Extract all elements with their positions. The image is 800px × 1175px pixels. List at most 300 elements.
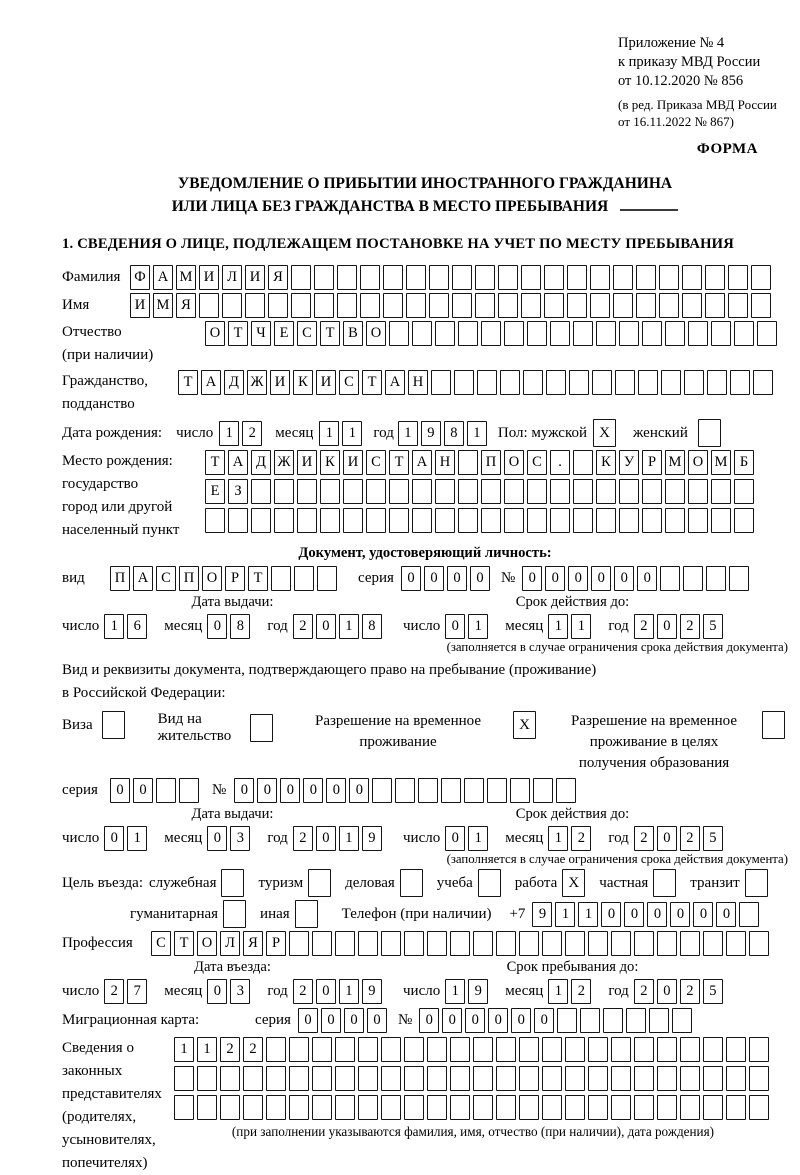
- char-cell[interactable]: [404, 1095, 424, 1120]
- char-cell[interactable]: 0: [657, 979, 677, 1004]
- char-cell[interactable]: [544, 265, 564, 290]
- char-cell[interactable]: А: [385, 370, 405, 395]
- char-cell[interactable]: [381, 931, 401, 956]
- char-cell[interactable]: 1: [127, 826, 147, 851]
- char-cell[interactable]: [634, 1095, 654, 1120]
- char-cell[interactable]: 0: [511, 1008, 531, 1033]
- char-cell[interactable]: [335, 931, 355, 956]
- char-cell[interactable]: И: [316, 370, 336, 395]
- char-cell[interactable]: [450, 1037, 470, 1062]
- char-cell[interactable]: [450, 1066, 470, 1091]
- char-cell[interactable]: [682, 293, 702, 318]
- char-cell[interactable]: [688, 479, 708, 504]
- char-cell[interactable]: [358, 1095, 378, 1120]
- char-cell[interactable]: [590, 293, 610, 318]
- char-cell[interactable]: А: [228, 450, 248, 475]
- char-cell[interactable]: [251, 508, 271, 533]
- char-cell[interactable]: Ж: [274, 450, 294, 475]
- char-cell[interactable]: [458, 479, 478, 504]
- char-cell[interactable]: [753, 370, 773, 395]
- char-cell[interactable]: [360, 265, 380, 290]
- char-cell[interactable]: 0: [349, 778, 369, 803]
- char-cell[interactable]: С: [297, 321, 317, 346]
- char-cell[interactable]: 2: [243, 1037, 263, 1062]
- char-cell[interactable]: [220, 1095, 240, 1120]
- char-cell[interactable]: Т: [320, 321, 340, 346]
- char-cell[interactable]: 0: [110, 778, 130, 803]
- char-cell[interactable]: .: [550, 450, 570, 475]
- char-cell[interactable]: [688, 508, 708, 533]
- char-cell[interactable]: [496, 1037, 516, 1062]
- char-cell[interactable]: [751, 265, 771, 290]
- char-cell[interactable]: [603, 1008, 623, 1033]
- char-cell[interactable]: [634, 1037, 654, 1062]
- char-cell[interactable]: 1: [467, 421, 487, 446]
- char-cell[interactable]: [588, 1095, 608, 1120]
- char-cell[interactable]: 0: [657, 614, 677, 639]
- char-cell[interactable]: 2: [634, 614, 654, 639]
- char-cell[interactable]: [523, 370, 543, 395]
- char-cell[interactable]: [703, 1066, 723, 1091]
- char-cell[interactable]: [565, 1095, 585, 1120]
- char-cell[interactable]: И: [130, 293, 150, 318]
- char-cell[interactable]: О: [688, 450, 708, 475]
- char-cell[interactable]: 1: [219, 421, 239, 446]
- char-cell[interactable]: [698, 419, 721, 447]
- char-cell[interactable]: [312, 1066, 332, 1091]
- char-cell[interactable]: [475, 293, 495, 318]
- char-cell[interactable]: 2: [680, 979, 700, 1004]
- char-cell[interactable]: [533, 778, 553, 803]
- char-cell[interactable]: [477, 370, 497, 395]
- char-cell[interactable]: [546, 370, 566, 395]
- char-cell[interactable]: [427, 931, 447, 956]
- char-cell[interactable]: [638, 370, 658, 395]
- char-cell[interactable]: 0: [591, 566, 611, 591]
- char-cell[interactable]: [205, 508, 225, 533]
- char-cell[interactable]: [665, 321, 685, 346]
- char-cell[interactable]: [366, 508, 386, 533]
- char-cell[interactable]: 0: [657, 826, 677, 851]
- char-cell[interactable]: [498, 293, 518, 318]
- char-cell[interactable]: [573, 450, 593, 475]
- char-cell[interactable]: Н: [435, 450, 455, 475]
- char-cell[interactable]: [295, 900, 318, 928]
- char-cell[interactable]: [496, 1066, 516, 1091]
- char-cell[interactable]: Д: [224, 370, 244, 395]
- char-cell[interactable]: [642, 508, 662, 533]
- char-cell[interactable]: 0: [367, 1008, 387, 1033]
- char-cell[interactable]: X: [513, 711, 536, 739]
- char-cell[interactable]: [496, 1095, 516, 1120]
- char-cell[interactable]: [550, 508, 570, 533]
- char-cell[interactable]: [320, 508, 340, 533]
- char-cell[interactable]: [458, 321, 478, 346]
- char-cell[interactable]: Т: [178, 370, 198, 395]
- char-cell[interactable]: [441, 778, 461, 803]
- char-cell[interactable]: И: [343, 450, 363, 475]
- char-cell[interactable]: [590, 265, 610, 290]
- char-cell[interactable]: [611, 1095, 631, 1120]
- char-cell[interactable]: [611, 1066, 631, 1091]
- char-cell[interactable]: [661, 370, 681, 395]
- char-cell[interactable]: [588, 1066, 608, 1091]
- char-cell[interactable]: [519, 1095, 539, 1120]
- char-cell[interactable]: [527, 508, 547, 533]
- char-cell[interactable]: [619, 479, 639, 504]
- char-cell[interactable]: [412, 479, 432, 504]
- char-cell[interactable]: [389, 479, 409, 504]
- char-cell[interactable]: [496, 931, 516, 956]
- char-cell[interactable]: [458, 508, 478, 533]
- char-cell[interactable]: Р: [266, 931, 286, 956]
- char-cell[interactable]: [653, 869, 676, 897]
- char-cell[interactable]: 0: [133, 778, 153, 803]
- char-cell[interactable]: 0: [488, 1008, 508, 1033]
- char-cell[interactable]: [550, 321, 570, 346]
- char-cell[interactable]: [404, 1066, 424, 1091]
- char-cell[interactable]: [358, 1066, 378, 1091]
- char-cell[interactable]: [473, 931, 493, 956]
- char-cell[interactable]: 2: [680, 614, 700, 639]
- char-cell[interactable]: [657, 931, 677, 956]
- char-cell[interactable]: Л: [222, 265, 242, 290]
- char-cell[interactable]: 2: [571, 979, 591, 1004]
- char-cell[interactable]: В: [343, 321, 363, 346]
- transit-checkbox[interactable]: [745, 869, 771, 897]
- char-cell[interactable]: И: [270, 370, 290, 395]
- char-cell[interactable]: 2: [293, 826, 313, 851]
- char-cell[interactable]: Ж: [247, 370, 267, 395]
- char-cell[interactable]: [705, 293, 725, 318]
- char-cell[interactable]: [335, 1037, 355, 1062]
- char-cell[interactable]: [289, 1066, 309, 1091]
- char-cell[interactable]: [596, 479, 616, 504]
- char-cell[interactable]: [729, 566, 749, 591]
- char-cell[interactable]: К: [293, 370, 313, 395]
- char-cell[interactable]: [519, 1066, 539, 1091]
- char-cell[interactable]: [343, 479, 363, 504]
- char-cell[interactable]: [450, 1095, 470, 1120]
- char-cell[interactable]: [680, 1095, 700, 1120]
- char-cell[interactable]: А: [133, 566, 153, 591]
- char-cell[interactable]: 0: [470, 566, 490, 591]
- char-cell[interactable]: 1: [339, 826, 359, 851]
- char-cell[interactable]: [542, 1037, 562, 1062]
- char-cell[interactable]: Я: [268, 265, 288, 290]
- char-cell[interactable]: О: [197, 931, 217, 956]
- char-cell[interactable]: Е: [205, 479, 225, 504]
- char-cell[interactable]: [228, 508, 248, 533]
- char-cell[interactable]: 0: [670, 902, 690, 927]
- char-cell[interactable]: [734, 479, 754, 504]
- char-cell[interactable]: [611, 931, 631, 956]
- char-cell[interactable]: [611, 1037, 631, 1062]
- char-cell[interactable]: Т: [205, 450, 225, 475]
- female-checkbox[interactable]: [698, 419, 724, 447]
- char-cell[interactable]: М: [153, 293, 173, 318]
- char-cell[interactable]: [615, 370, 635, 395]
- char-cell[interactable]: [372, 778, 392, 803]
- char-cell[interactable]: [314, 265, 334, 290]
- char-cell[interactable]: [728, 265, 748, 290]
- char-cell[interactable]: [478, 869, 501, 897]
- char-cell[interactable]: [634, 931, 654, 956]
- char-cell[interactable]: [592, 370, 612, 395]
- char-cell[interactable]: 0: [234, 778, 254, 803]
- char-cell[interactable]: [250, 714, 273, 742]
- char-cell[interactable]: [665, 479, 685, 504]
- char-cell[interactable]: [680, 931, 700, 956]
- char-cell[interactable]: [475, 265, 495, 290]
- char-cell[interactable]: 8: [230, 614, 250, 639]
- char-cell[interactable]: А: [153, 265, 173, 290]
- char-cell[interactable]: [504, 508, 524, 533]
- char-cell[interactable]: [657, 1095, 677, 1120]
- char-cell[interactable]: X: [562, 869, 585, 897]
- char-cell[interactable]: [745, 869, 768, 897]
- char-cell[interactable]: [197, 1095, 217, 1120]
- char-cell[interactable]: [683, 566, 703, 591]
- char-cell[interactable]: [317, 566, 337, 591]
- char-cell[interactable]: [500, 370, 520, 395]
- char-cell[interactable]: [734, 508, 754, 533]
- char-cell[interactable]: [429, 265, 449, 290]
- char-cell[interactable]: 0: [465, 1008, 485, 1033]
- char-cell[interactable]: 3: [230, 979, 250, 1004]
- char-cell[interactable]: [487, 778, 507, 803]
- char-cell[interactable]: А: [201, 370, 221, 395]
- char-cell[interactable]: [521, 293, 541, 318]
- char-cell[interactable]: [274, 508, 294, 533]
- char-cell[interactable]: 0: [693, 902, 713, 927]
- private-checkbox[interactable]: [653, 869, 679, 897]
- char-cell[interactable]: [289, 1037, 309, 1062]
- char-cell[interactable]: [427, 1037, 447, 1062]
- char-cell[interactable]: 0: [401, 566, 421, 591]
- char-cell[interactable]: 1: [197, 1037, 217, 1062]
- char-cell[interactable]: [567, 293, 587, 318]
- char-cell[interactable]: [435, 321, 455, 346]
- char-cell[interactable]: [634, 1066, 654, 1091]
- char-cell[interactable]: 0: [298, 1008, 318, 1033]
- char-cell[interactable]: 1: [319, 421, 339, 446]
- char-cell[interactable]: [580, 1008, 600, 1033]
- char-cell[interactable]: 0: [344, 1008, 364, 1033]
- char-cell[interactable]: [642, 479, 662, 504]
- char-cell[interactable]: 0: [601, 902, 621, 927]
- char-cell[interactable]: [266, 1066, 286, 1091]
- char-cell[interactable]: 1: [445, 979, 465, 1004]
- char-cell[interactable]: [297, 479, 317, 504]
- char-cell[interactable]: П: [179, 566, 199, 591]
- char-cell[interactable]: Д: [251, 450, 271, 475]
- char-cell[interactable]: 0: [104, 826, 124, 851]
- char-cell[interactable]: 0: [637, 566, 657, 591]
- char-cell[interactable]: 1: [174, 1037, 194, 1062]
- char-cell[interactable]: О: [202, 566, 222, 591]
- char-cell[interactable]: [504, 321, 524, 346]
- char-cell[interactable]: И: [245, 265, 265, 290]
- char-cell[interactable]: [660, 566, 680, 591]
- char-cell[interactable]: [427, 1066, 447, 1091]
- char-cell[interactable]: [556, 778, 576, 803]
- char-cell[interactable]: 5: [703, 979, 723, 1004]
- char-cell[interactable]: Т: [174, 931, 194, 956]
- char-cell[interactable]: [274, 479, 294, 504]
- char-cell[interactable]: 0: [445, 614, 465, 639]
- char-cell[interactable]: [730, 370, 750, 395]
- char-cell[interactable]: У: [619, 450, 639, 475]
- char-cell[interactable]: [550, 479, 570, 504]
- char-cell[interactable]: [464, 778, 484, 803]
- char-cell[interactable]: [458, 450, 478, 475]
- char-cell[interactable]: [289, 1095, 309, 1120]
- char-cell[interactable]: [251, 479, 271, 504]
- char-cell[interactable]: Я: [176, 293, 196, 318]
- char-cell[interactable]: [705, 265, 725, 290]
- char-cell[interactable]: Л: [220, 931, 240, 956]
- char-cell[interactable]: [383, 265, 403, 290]
- char-cell[interactable]: 0: [207, 826, 227, 851]
- char-cell[interactable]: С: [527, 450, 547, 475]
- char-cell[interactable]: [312, 931, 332, 956]
- char-cell[interactable]: [504, 479, 524, 504]
- char-cell[interactable]: [452, 265, 472, 290]
- char-cell[interactable]: [527, 479, 547, 504]
- char-cell[interactable]: [680, 1037, 700, 1062]
- char-cell[interactable]: [739, 902, 759, 927]
- char-cell[interactable]: Р: [225, 566, 245, 591]
- char-cell[interactable]: [220, 1066, 240, 1091]
- char-cell[interactable]: [381, 1095, 401, 1120]
- char-cell[interactable]: [498, 265, 518, 290]
- humanitarian-checkbox[interactable]: [223, 900, 249, 928]
- char-cell[interactable]: [649, 1008, 669, 1033]
- char-cell[interactable]: [308, 869, 331, 897]
- char-cell[interactable]: 8: [444, 421, 464, 446]
- char-cell[interactable]: [454, 370, 474, 395]
- temp-residence-checkbox[interactable]: [513, 711, 539, 739]
- char-cell[interactable]: [726, 1095, 746, 1120]
- char-cell[interactable]: 9: [362, 979, 382, 1004]
- char-cell[interactable]: X: [593, 419, 616, 447]
- char-cell[interactable]: [335, 1095, 355, 1120]
- char-cell[interactable]: 1: [548, 826, 568, 851]
- char-cell[interactable]: 0: [716, 902, 736, 927]
- char-cell[interactable]: [711, 479, 731, 504]
- char-cell[interactable]: [734, 321, 754, 346]
- char-cell[interactable]: [703, 1037, 723, 1062]
- char-cell[interactable]: 0: [316, 979, 336, 1004]
- char-cell[interactable]: 3: [230, 826, 250, 851]
- char-cell[interactable]: [223, 900, 246, 928]
- char-cell[interactable]: 5: [703, 826, 723, 851]
- char-cell[interactable]: 2: [220, 1037, 240, 1062]
- char-cell[interactable]: [314, 293, 334, 318]
- char-cell[interactable]: [337, 265, 357, 290]
- char-cell[interactable]: [197, 1066, 217, 1091]
- char-cell[interactable]: П: [110, 566, 130, 591]
- char-cell[interactable]: И: [297, 450, 317, 475]
- char-cell[interactable]: М: [176, 265, 196, 290]
- char-cell[interactable]: [659, 265, 679, 290]
- char-cell[interactable]: [542, 931, 562, 956]
- char-cell[interactable]: [289, 931, 309, 956]
- char-cell[interactable]: 0: [534, 1008, 554, 1033]
- char-cell[interactable]: [435, 508, 455, 533]
- char-cell[interactable]: 0: [447, 566, 467, 591]
- char-cell[interactable]: П: [481, 450, 501, 475]
- tourism-checkbox[interactable]: [308, 869, 334, 897]
- char-cell[interactable]: Ч: [251, 321, 271, 346]
- char-cell[interactable]: [473, 1066, 493, 1091]
- char-cell[interactable]: [657, 1037, 677, 1062]
- char-cell[interactable]: 1: [555, 902, 575, 927]
- char-cell[interactable]: [573, 508, 593, 533]
- char-cell[interactable]: [588, 1037, 608, 1062]
- char-cell[interactable]: [389, 321, 409, 346]
- char-cell[interactable]: 1: [571, 614, 591, 639]
- char-cell[interactable]: 0: [326, 778, 346, 803]
- char-cell[interactable]: 9: [362, 826, 382, 851]
- char-cell[interactable]: 0: [545, 566, 565, 591]
- char-cell[interactable]: [406, 293, 426, 318]
- char-cell[interactable]: 1: [468, 614, 488, 639]
- business-checkbox[interactable]: [400, 869, 426, 897]
- char-cell[interactable]: [358, 931, 378, 956]
- char-cell[interactable]: Е: [274, 321, 294, 346]
- char-cell[interactable]: [404, 1037, 424, 1062]
- char-cell[interactable]: Т: [248, 566, 268, 591]
- char-cell[interactable]: [688, 321, 708, 346]
- work-checkbox[interactable]: [562, 869, 588, 897]
- char-cell[interactable]: [337, 293, 357, 318]
- char-cell[interactable]: [573, 321, 593, 346]
- char-cell[interactable]: [156, 778, 176, 803]
- char-cell[interactable]: [383, 293, 403, 318]
- char-cell[interactable]: [271, 566, 291, 591]
- char-cell[interactable]: [751, 293, 771, 318]
- char-cell[interactable]: 0: [424, 566, 444, 591]
- char-cell[interactable]: [757, 321, 777, 346]
- char-cell[interactable]: 1: [398, 421, 418, 446]
- char-cell[interactable]: 0: [321, 1008, 341, 1033]
- char-cell[interactable]: [636, 293, 656, 318]
- char-cell[interactable]: 7: [127, 979, 147, 1004]
- char-cell[interactable]: [450, 931, 470, 956]
- char-cell[interactable]: О: [504, 450, 524, 475]
- residence-permit-checkbox[interactable]: [250, 714, 276, 742]
- char-cell[interactable]: [703, 931, 723, 956]
- char-cell[interactable]: [221, 869, 244, 897]
- char-cell[interactable]: [521, 265, 541, 290]
- char-cell[interactable]: [418, 778, 438, 803]
- char-cell[interactable]: К: [320, 450, 340, 475]
- char-cell[interactable]: 2: [571, 826, 591, 851]
- char-cell[interactable]: [312, 1095, 332, 1120]
- char-cell[interactable]: 1: [578, 902, 598, 927]
- char-cell[interactable]: И: [199, 265, 219, 290]
- char-cell[interactable]: [427, 1095, 447, 1120]
- char-cell[interactable]: 2: [242, 421, 262, 446]
- char-cell[interactable]: [473, 1037, 493, 1062]
- char-cell[interactable]: [619, 508, 639, 533]
- char-cell[interactable]: 1: [468, 826, 488, 851]
- char-cell[interactable]: [596, 321, 616, 346]
- char-cell[interactable]: [174, 1095, 194, 1120]
- char-cell[interactable]: С: [366, 450, 386, 475]
